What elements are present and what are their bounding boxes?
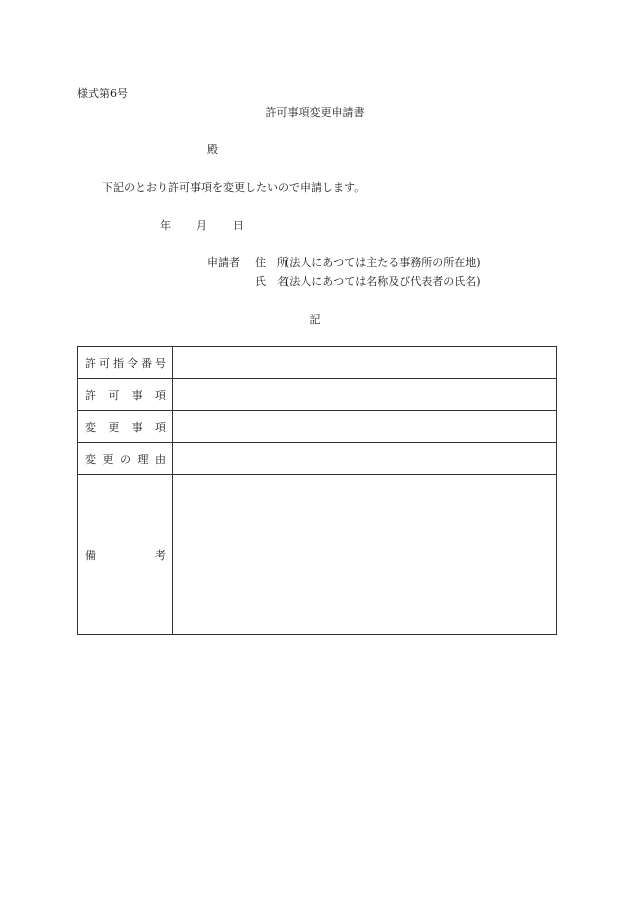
label-char: 項 bbox=[154, 388, 166, 402]
label-char: 変 bbox=[85, 420, 96, 434]
label-char: 番 bbox=[141, 356, 152, 370]
label-char: 理 bbox=[137, 452, 149, 466]
label-char: 備 bbox=[85, 548, 96, 562]
label-char: 更 bbox=[102, 452, 114, 466]
label-char: 事 bbox=[131, 420, 143, 434]
document-title bbox=[0, 104, 630, 120]
label-char: 指 bbox=[113, 356, 124, 370]
table-row bbox=[78, 379, 557, 411]
applicant-name-line bbox=[255, 273, 481, 289]
address-description: (法人にあつては主たる事務所の所在地) bbox=[285, 256, 481, 269]
date-year-label: 年 bbox=[160, 219, 171, 232]
table-row bbox=[78, 443, 557, 475]
table-row bbox=[78, 411, 557, 443]
address-key: 住 所 bbox=[255, 256, 288, 269]
applicant-address-line bbox=[255, 254, 481, 270]
label-char: 由 bbox=[155, 452, 166, 466]
label-char: 変 bbox=[85, 452, 96, 466]
date-month-label: 月 bbox=[196, 219, 207, 232]
form-number: 様式第6号 bbox=[77, 87, 128, 100]
table-row bbox=[78, 347, 557, 379]
label-char: 令 bbox=[127, 356, 138, 370]
remarks-value[interactable] bbox=[173, 475, 557, 635]
date-day-label: 日 bbox=[233, 219, 244, 232]
name-description: (法人にあつては名称及び代表者の氏名) bbox=[285, 275, 481, 288]
document-title-text: 許可事項変更申請書 bbox=[265, 106, 365, 119]
label-char: 可 bbox=[99, 356, 110, 370]
label-char: 可 bbox=[108, 388, 120, 402]
label-char: 許 bbox=[85, 356, 96, 370]
label-char: 許 bbox=[85, 388, 96, 402]
label-char: 事 bbox=[131, 388, 143, 402]
detail-table bbox=[77, 346, 557, 635]
addressee-suffix: 殿 bbox=[207, 143, 218, 156]
applicant-label: 申請者 bbox=[207, 256, 240, 269]
change-items-label bbox=[78, 411, 173, 443]
change-reason-value[interactable] bbox=[173, 443, 557, 475]
permit-items-value[interactable] bbox=[173, 379, 557, 411]
ki-heading: 記 bbox=[309, 313, 321, 326]
label-char: の bbox=[120, 452, 131, 466]
change-reason-label bbox=[78, 443, 173, 475]
table-row bbox=[78, 475, 557, 635]
permit-items-label bbox=[78, 379, 173, 411]
label-char: 考 bbox=[155, 548, 166, 562]
permit-number-value[interactable] bbox=[173, 347, 557, 379]
name-key: 氏 名 bbox=[255, 275, 288, 288]
remarks-label bbox=[78, 475, 173, 635]
intro-text: 下記のとおり許可事項を変更したいので申請します。 bbox=[102, 181, 366, 194]
change-items-value[interactable] bbox=[173, 411, 557, 443]
label-char: 項 bbox=[154, 420, 166, 434]
permit-number-label bbox=[78, 347, 173, 379]
label-char: 号 bbox=[155, 356, 166, 370]
label-char: 更 bbox=[108, 420, 120, 434]
